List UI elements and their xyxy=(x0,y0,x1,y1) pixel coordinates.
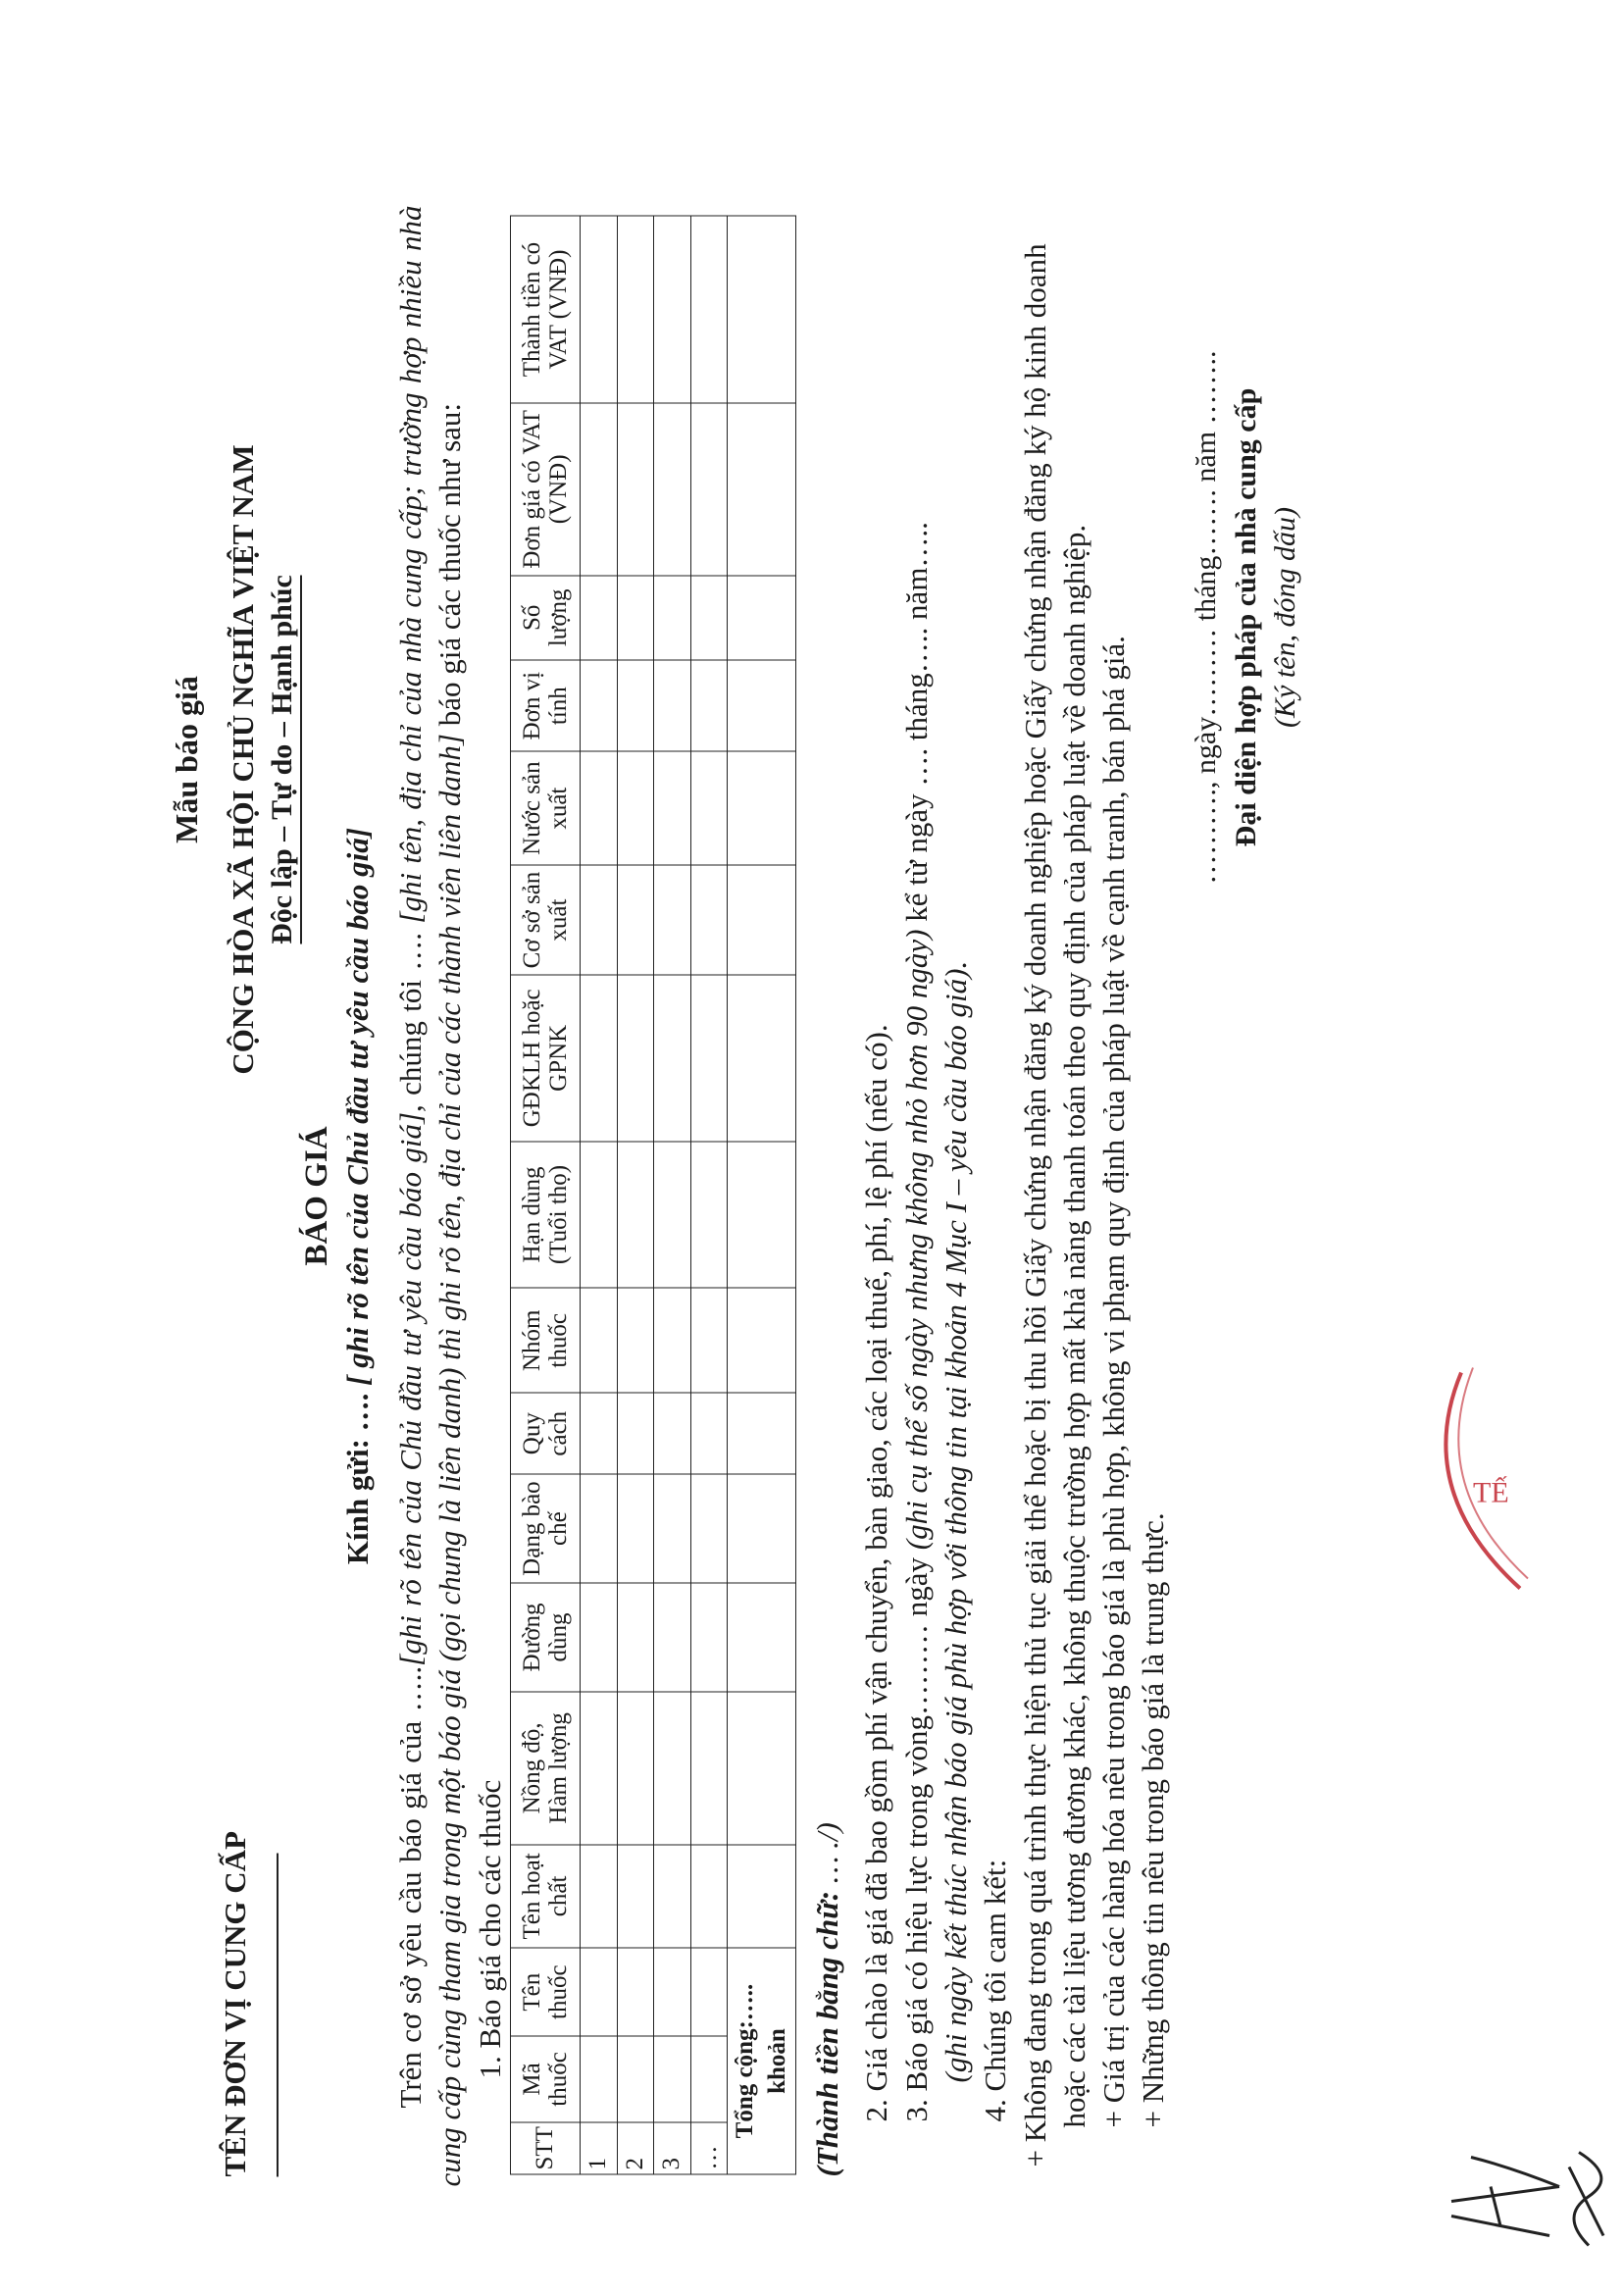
table-cell xyxy=(617,575,654,659)
item-3 xyxy=(897,205,937,2121)
table-cell xyxy=(581,1844,618,1947)
table-cell xyxy=(654,1844,691,1947)
form-label: Mẫu báo giá xyxy=(169,675,204,843)
terms-list xyxy=(857,205,1015,2186)
table-cell xyxy=(728,403,796,576)
table-cell xyxy=(581,1141,618,1288)
item-1: 1. Báo giá cho các thuốc xyxy=(472,1779,507,2078)
price-table xyxy=(510,215,796,2174)
table-cell xyxy=(581,1582,618,1691)
table-cell xyxy=(690,1844,728,1947)
table-cell xyxy=(654,1948,691,2036)
table-cell xyxy=(617,1288,654,1393)
item-3b: (ghi cụ thể số ngày nhưng không nhỏ hơn 90 ngày) xyxy=(898,929,934,1550)
document-body xyxy=(167,205,1174,2186)
column-header: Tên thuốc xyxy=(511,1948,581,2036)
table-cell xyxy=(654,216,691,403)
column-header: Thành tiền có VAT (VNĐ) xyxy=(511,216,581,403)
table-cell xyxy=(690,1948,728,2036)
intro-i1: [ghi rõ tên của Chủ đầu tư yêu cầu báo giá] xyxy=(393,1111,429,1666)
table-cell xyxy=(654,575,691,659)
signature-date: ………., ngày……… tháng……. năm …….. xyxy=(1190,349,1222,885)
table-cell xyxy=(581,1288,618,1393)
table-cell xyxy=(581,2036,618,2121)
document-header xyxy=(167,205,298,2186)
table-row xyxy=(690,216,728,2174)
table-cell xyxy=(581,751,618,865)
table-cell xyxy=(728,575,796,659)
national-title: CỘNG HÒA XÃ HỘI CHỦ NGHĨA VIỆT NAM xyxy=(225,443,260,1075)
commitments xyxy=(1016,205,1174,2186)
intro-i2: [ghi tên, địa chỉ của nhà cung cấp; trường hợp nhiều nhà cung cấp cùng tham gia trong một báo giá (gọi chung là liên danh) thì ghi rõ tên, địa chỉ của các thành viên liên danh] xyxy=(393,205,468,2186)
intro-t2: , chúng tôi …. xyxy=(393,923,429,1112)
table-cell xyxy=(728,1393,796,1474)
item-3d xyxy=(937,205,976,2121)
table-cell xyxy=(654,660,691,751)
commitment-1: + Không đang trong quá trình thực hiện thủ tục giải thể hoặc bị thu hồi Giấy chứng nhận đăng ký doanh nghiệp hoặc Giấy chứng nhận đăng ký hộ kinh doanh hoặc các tài liệu tương đương khác, không thuộc trường hợp mất khả năng thanh toán theo quy định của pháp luật về doanh nghiệp. xyxy=(1017,242,1091,2167)
table-cell xyxy=(581,403,618,576)
table-cell xyxy=(617,1691,654,1844)
column-header: STT xyxy=(511,2121,581,2173)
total-label: Tổng cộng:….. khoản xyxy=(728,1948,796,2174)
table-cell xyxy=(690,575,728,659)
table-cell xyxy=(690,1393,728,1474)
intro-paragraph xyxy=(391,205,471,2186)
column-header: GĐKLH hoặc GPNK xyxy=(511,975,581,1142)
column-header: Nhóm thuốc xyxy=(511,1288,581,1393)
total-row xyxy=(728,216,796,2174)
amount-in-words-note xyxy=(808,205,847,2186)
supplier-name: TÊN ĐƠN VỊ CUNG CẤP xyxy=(218,1830,252,2176)
table-cell xyxy=(581,1474,618,1583)
signature-instruction: (Ký tên, đóng dấu) xyxy=(1269,506,1301,728)
table-cell xyxy=(617,975,654,1142)
table-cell xyxy=(690,1141,728,1288)
item-3c: kể từ ngày …. tháng….. năm….. xyxy=(898,521,934,929)
table-cell xyxy=(581,975,618,1142)
table-cell xyxy=(617,751,654,865)
table-cell xyxy=(617,403,654,576)
table-cell xyxy=(654,865,691,975)
table-cell xyxy=(690,865,728,975)
table-cell xyxy=(728,1141,796,1288)
table-cell xyxy=(617,1844,654,1947)
table-row xyxy=(654,216,691,2174)
table-cell xyxy=(690,1582,728,1691)
table-cell xyxy=(728,1582,796,1691)
table-cell: 3 xyxy=(654,2121,691,2173)
table-cell xyxy=(581,1691,618,1844)
table-cell xyxy=(654,2036,691,2121)
table-cell xyxy=(728,1844,796,1947)
column-header: Nước sản xuất xyxy=(511,751,581,865)
motto-text: Độc lập – Tự do – Hạnh phúc xyxy=(266,575,302,944)
table-cell xyxy=(728,1288,796,1393)
table-cell xyxy=(728,1691,796,1844)
table-cell xyxy=(728,216,796,403)
table-cell xyxy=(690,403,728,576)
initials-signature-1 xyxy=(1432,2147,1569,2255)
table-cell xyxy=(728,975,796,1142)
table-cell xyxy=(690,751,728,865)
table-cell xyxy=(654,1474,691,1583)
commitment-3: + Những thông tin nêu trong báo giá là trung thực. xyxy=(1136,1511,1171,2127)
table-cell xyxy=(617,216,654,403)
table-cell xyxy=(690,216,728,403)
signature-representative: Đại diện hợp pháp của nhà cung cấp xyxy=(1229,387,1262,846)
table-cell xyxy=(581,1948,618,2036)
column-header: Cơ sở sản xuất xyxy=(511,865,581,975)
item-3d-text: (ghi ngày kết thúc nhận báo giá phù hợp với thông tin tại khoản 4 Mục I – yêu cầu báo giá). xyxy=(938,960,973,2082)
national-motto xyxy=(263,205,301,1313)
table-cell: … xyxy=(690,2121,728,2173)
table-row xyxy=(581,216,618,2174)
table-cell xyxy=(654,403,691,576)
red-stamp-fragment xyxy=(1402,1352,1540,1607)
table-cell xyxy=(728,865,796,975)
column-header: Đơn vị tính xyxy=(511,660,581,751)
table-cell xyxy=(728,1474,796,1583)
table-cell xyxy=(654,1691,691,1844)
table-cell xyxy=(617,1582,654,1691)
document-title: BÁO GIÁ xyxy=(299,1125,334,1266)
table-cell xyxy=(617,1948,654,2036)
column-header: Mã thuốc xyxy=(511,2036,581,2121)
table-cell xyxy=(690,1288,728,1393)
table-cell xyxy=(617,1474,654,1583)
table-cell xyxy=(581,575,618,659)
intro-t1: Trên cơ sở yêu cầu báo giá của ….. xyxy=(393,1665,429,2108)
stamp-text: TẾ xyxy=(1473,1476,1509,1508)
column-header: Nồng độ, Hàm lượng xyxy=(511,1691,581,1844)
table-row xyxy=(617,216,654,2174)
table-cell xyxy=(690,975,728,1142)
table-cell xyxy=(654,975,691,1142)
table-header-row xyxy=(511,216,581,2174)
supplier-block xyxy=(216,1725,279,2176)
signature-block xyxy=(1187,274,1306,960)
table-cell xyxy=(654,1141,691,1288)
column-header: Dạng bào chế xyxy=(511,1474,581,1583)
addressee-line xyxy=(338,205,378,2186)
column-header: Hạn dùng (Tuổi thọ) xyxy=(511,1141,581,1288)
column-header: Tên hoạt chất xyxy=(511,1844,581,1947)
table-cell xyxy=(617,1393,654,1474)
table-cell xyxy=(654,751,691,865)
addressee-text: [ ghi rõ tên của Chủ đầu tư yêu cầu báo giá] xyxy=(339,827,375,1386)
table-cell xyxy=(654,1288,691,1393)
table-cell xyxy=(654,1582,691,1691)
table-cell xyxy=(690,2036,728,2121)
item-3a: 3. Báo giá có hiệu lực trong vòng……… ngày xyxy=(898,1549,934,2121)
table-cell xyxy=(581,660,618,751)
table-cell xyxy=(617,660,654,751)
addressee-prefix: Kính gửi: …. xyxy=(339,1385,375,1564)
table-cell xyxy=(617,2036,654,2121)
table-cell xyxy=(581,865,618,975)
table-cell xyxy=(690,660,728,751)
table-cell xyxy=(690,1474,728,1583)
table-cell xyxy=(654,1393,691,1474)
column-header: Quy cách xyxy=(511,1393,581,1474)
table-cell xyxy=(617,1141,654,1288)
column-header: Đường dùng xyxy=(511,1582,581,1691)
table-cell xyxy=(690,1691,728,1844)
table-cell xyxy=(728,660,796,751)
national-block xyxy=(167,205,301,1313)
table-cell xyxy=(617,865,654,975)
commitment-2: + Giá trị của các hàng hóa nêu trong báo giá là phù hợp, không vi phạm quy định của pháp luật về cạnh tranh, bán phá giá. xyxy=(1096,635,1132,2127)
note-italic: (Thành tiền bằng chữ: xyxy=(810,1882,845,2176)
intro-t3: báo giá các thuốc như sau: xyxy=(432,402,468,734)
table-body xyxy=(581,216,796,2174)
item-2: 2. Giá chào là giá đã bao gồm phí vận chuyển, bàn giao, các loại thuế, phí, lệ phí (nếu có). xyxy=(859,1023,894,2121)
note-rest: … ./) xyxy=(810,1821,845,1883)
item-4: 4. Chúng tôi cam kết: xyxy=(978,1859,1013,2121)
column-header: Đơn giá có VAT (VNĐ) xyxy=(511,403,581,576)
column-header: Số lượng xyxy=(511,575,581,659)
table-cell: 1 xyxy=(581,2121,618,2173)
table-cell xyxy=(728,751,796,865)
table-cell xyxy=(581,216,618,403)
initials-signature-2 xyxy=(1549,2147,1618,2255)
table-cell xyxy=(581,1393,618,1474)
table-cell: 2 xyxy=(617,2121,654,2173)
supplier-underline xyxy=(277,1853,279,2176)
